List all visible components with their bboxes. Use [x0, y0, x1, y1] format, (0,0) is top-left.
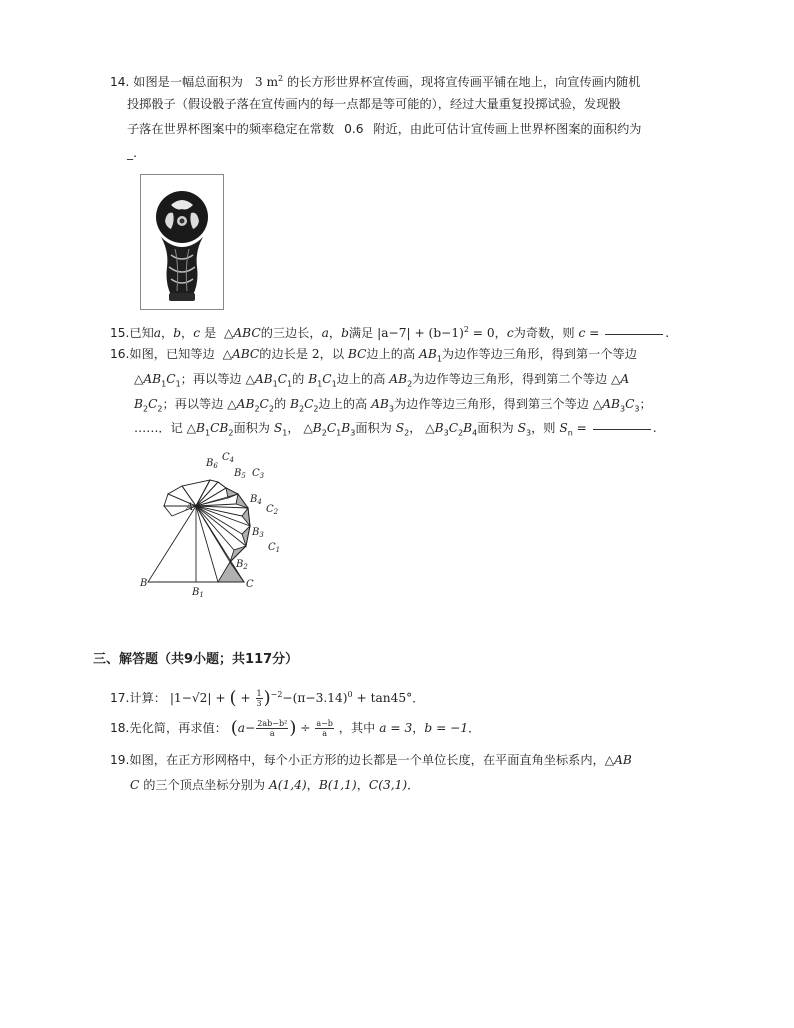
var-a: a: [153, 326, 162, 341]
q16-text-4h: =: [572, 421, 591, 435]
q18-number: 18.: [110, 721, 130, 735]
q16-text-2c: 边上的高: [336, 372, 386, 386]
label-B1: $B_1$: [192, 587, 204, 599]
q18-b-value: b = −1: [424, 721, 469, 735]
q19-text-1a: 如图，在正方形网格中，每个小正方形的边长都是一个单位长度，在平面直角坐标系内，: [129, 753, 605, 767]
q16-text-2a: ；再以等边: [180, 372, 242, 386]
q16-text-3d: 为边作等边三角形，得到第三个等边: [393, 397, 589, 411]
q18-a-value: a = 3: [379, 721, 413, 735]
q16-line-1: 16.如图，已知等边 △ABC的边长是 2，以 BC边上的高 $AB_1$为边作等边三角形，得到第一个等边: [110, 347, 637, 364]
trophy-icon: [141, 175, 223, 309]
q19-text-2a: C: [130, 778, 140, 792]
q16-text-1b: 的边长是: [259, 347, 309, 361]
q15-text-d: 满足: [348, 326, 374, 341]
var-c: c: [193, 326, 201, 341]
q15-text-a: 已知: [129, 326, 154, 341]
label-C4: $C_4$: [222, 452, 235, 464]
q19-point-c: C(3,1): [368, 778, 408, 792]
q16-side-length: 2: [311, 347, 320, 361]
q15-text-c: 的三边长，: [260, 326, 322, 341]
label-C3: $C_3$: [252, 468, 265, 480]
q16-text-4b: 面积为: [233, 421, 270, 435]
q16-line-4: ……．记 $\triangle B_1CB_2$面积为 $S_1$， $\triangle B_2C_1B_3$面积为 $S_2$， $\triangle B_3C_2B_4$面积为 $S_3$，则 $S_n$ = .: [134, 421, 657, 438]
label-B3: $B_3$: [252, 527, 264, 539]
var-b: b: [173, 326, 182, 341]
label-B6: $B_6$: [206, 458, 218, 470]
q14-frequency: 0.6: [344, 122, 364, 136]
q16-text-3b: 的: [273, 397, 287, 411]
q17-expression: |1−√2| + ( + $\frac{1}{3}$ )$^{-2}-(\pi-3.14)^0 + \tan 45^\circ$．: [169, 687, 425, 709]
q17-line: [110, 684, 424, 710]
q16-text-4g: ，则: [531, 421, 556, 435]
q16-line-2: $\triangle AB_1C_1$；再以等边 $\triangle AB_1C_1$的 $B_1C_1$边上的高 $AB_2$为边作等边三角形，得到第二个等边 △A: [134, 372, 630, 389]
q19-line-2: C 的三个顶点坐标分别为 A(1,4)，B(1,1)，C(3,1)．: [130, 778, 420, 792]
q16-figure: [138, 446, 288, 602]
q14-line-1: [110, 71, 640, 90]
q15-number: 15.: [110, 326, 130, 341]
label-B5: $B_5$: [234, 468, 246, 480]
q15-equation: $|a-7| + (b-1)^2 = 0$，: [377, 325, 507, 341]
q14-line-3: [127, 121, 641, 137]
q16-text-4d: 面积为: [355, 421, 392, 435]
q18-end: ．: [468, 721, 481, 735]
label-B4: $B_4$: [250, 494, 262, 506]
label-C1: $C_1$: [268, 542, 281, 554]
q16-text-4f: 面积为: [477, 421, 514, 435]
q15-answer-blank: [605, 333, 663, 335]
section-title: 三、解答题（共9小题；共117分）: [93, 652, 299, 667]
q14-area-value: 3: [254, 75, 263, 90]
q16-text-4e: ，: [409, 421, 422, 435]
q19-point-a: A(1,4): [268, 778, 307, 792]
q15-text-e: 为奇数，则: [513, 326, 575, 341]
world-cup-trophy-image: [140, 174, 224, 310]
q19-text-1b: △AB: [604, 753, 632, 767]
q18-expression: (a− $\frac{\text{2ab−b²}}{a}$ ) ÷ $\frac{a-b}{a}$: [230, 717, 333, 739]
q14-text: 14. 如图是一幅总面积为: [110, 75, 243, 90]
q16-number: 16.: [110, 347, 130, 361]
q16-text-1d: 边上的高: [366, 347, 416, 361]
q17-text: 计算：: [129, 691, 166, 706]
q14-text-3b: 附近，由此可估计宣传画上世界杯图案的面积约为: [373, 122, 642, 136]
q16-text-3a: ；再以等边: [162, 397, 224, 411]
q19-text-2b: 的三个顶点坐标分别为: [143, 778, 266, 792]
q19-line-1: [110, 752, 632, 768]
label-A: A: [186, 502, 194, 513]
q14-line-2: [127, 96, 621, 112]
q19-end: ．: [407, 778, 420, 792]
q16-text-4c: ，: [287, 421, 300, 435]
q15-text-f: =: [585, 326, 604, 341]
q15-line: 15.已知a，b，c 是 △ABC的三边长，a，b满足 $|a-7| + (b-1)^2 = 0$，c为奇数，则 c = .: [110, 325, 670, 341]
q16-text-3c: 边上的高: [318, 397, 368, 411]
q14-text-b: 的长方形世界杯宣传画，现将宣传画平铺在地上，向宣传画内随机: [287, 75, 641, 90]
q16-text-1c: ，以: [319, 347, 345, 361]
q16-answer-blank: [593, 428, 651, 430]
q15-text-b: 是: [203, 326, 217, 341]
label-B2: $B_2$: [236, 559, 248, 571]
q16-text-1a: 如图，已知等边: [129, 347, 215, 361]
label-B: B: [140, 578, 148, 589]
q14-text-2: 投掷骰子（假设骰子落在宣传画内的每一点都是等可能的），经过大量重复投掷试验，发现骰: [127, 97, 621, 111]
q15-triangle: ABC: [233, 326, 261, 341]
q14-answer-blank: _.: [127, 146, 137, 160]
q19-point-b: B(1,1): [318, 778, 357, 792]
q18-text-b: ，其中: [338, 721, 376, 735]
q16-text-2d: 为边作等边三角形，得到第二个等边: [412, 372, 608, 386]
q16-text-1e: 为边作等边三角形，得到第一个等边: [441, 347, 637, 361]
q17-number: 17.: [110, 691, 130, 706]
label-C: C: [246, 579, 254, 590]
q19-number: 19.: [110, 753, 130, 767]
q16-text-2b: 的: [292, 372, 305, 386]
label-C2: $C_2$: [266, 504, 279, 516]
q16-text-4a: ……．记: [134, 421, 183, 435]
q14-text-3a: 子落在世界杯图案中的频率稳定在常数: [127, 122, 335, 136]
q14-area-unit: $m^2$: [266, 74, 284, 90]
q18-text: 先化简，再求值：: [129, 721, 227, 735]
q18-line: 18.先化简，再求值： (a− $\frac{\text{2ab−b²}}{a}$ ) ÷ $\frac{a-b}{a}$ ，其中 a = 3，b = −1．: [110, 717, 481, 739]
spiral-triangles-diagram: [138, 446, 288, 602]
q16-line-3: $B_2C_2$；再以等边 $\triangle AB_2C_2$的 $B_2C_2$边上的高 $AB_3$为边作等边三角形，得到第三个等边 $\triangle AB_3C_3$；: [134, 397, 652, 414]
